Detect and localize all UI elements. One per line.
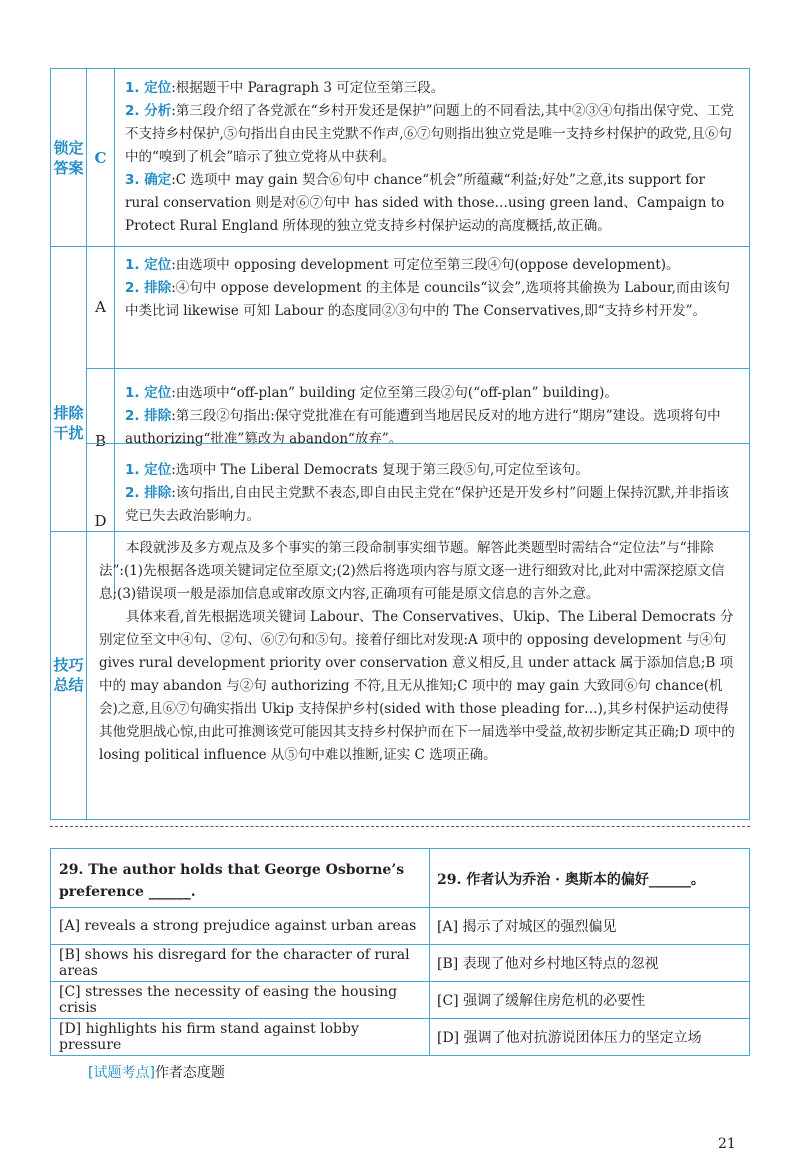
exclude-d-line-1: [125, 459, 739, 482]
step-text: :C 选项中 may gain 契合⑥句中 chance“机会”所蕴藏“利益;好处”之意,its support for rural conservation 则是对⑥⑦句中 has sided with those…using green land、Campaign to Protect Rural England 所体现的独立党支持乡村保护运动的高度概括,故正确。: [125, 172, 725, 234]
exclude-a-line-2: [125, 277, 739, 323]
step-label: 2. 排除: [125, 485, 172, 501]
step-text: :由选项中“off-plan” building 定位至第三段②句(“off-plan” building)。: [171, 385, 618, 401]
exam-point: [88, 1062, 225, 1082]
exclude-option-a: A: [87, 246, 115, 368]
locate-line-1: [125, 77, 739, 100]
option-cn-b: [B] 表现了他对乡村地区特点的忽视: [437, 955, 659, 972]
exclude-option-d: D: [87, 443, 115, 599]
step-text: :该句指出,自由民主党默不表态,即自由民主党在“保护还是开发乡村”问题上保持沉默,并非指该党已失去政治影响力。: [125, 485, 729, 524]
locate-line-2: [125, 100, 739, 169]
step-text: :第三段介绍了各党派在“乡村开发还是保护”问题上的不同看法,其中②③④句指出保守党、工党不支持乡村保护,⑤句指出自由民主党默不作声,⑥⑦句则指出独立党是唯一支持乡村保护的政党,且⑥句中的“嗅到了机会”暗示了独立党将从中获利。: [125, 103, 734, 165]
tips-paragraph-2: 具体来看,首先根据选项关键词 Labour、The Conservatives、Ukip、The Liberal Democrats 分别定位至文中④句、②句、⑥⑦句和⑤句。接着仔细比对发现:A 项中的 opposing development 与④句 gives rural development priority over conservation 意义相反,且 under attack 属于添加信息;B 项中的 may abandon 与②句 authorizing 不符,且无从推知;C 项中的 may gain 大致同⑥句 chance(机会)之意,且⑥⑦句确实指出 Ukip 支持保护乡村(sided with those pleading for…),其乡村保护运动使得其他党胆战心惊,由此可推测该党可能因其支持乡村保护而在下一届选举中受益,故初步断定其正确;D 项中的 losing political influence 从⑤句中难以推断,证实 C 选项正确。: [99, 609, 735, 763]
exclude-a-line-1: [125, 254, 739, 277]
section-label-tips: [51, 531, 87, 819]
option-cn-a: [A] 揭示了对城区的强烈偏见: [437, 918, 617, 935]
option-en-a: [A] reveals a strong prejudice against urban areas: [59, 917, 417, 934]
question-stem-en: 29. The author holds that George Osborne’s preference ______.: [59, 862, 405, 900]
locate-option: C: [87, 69, 115, 246]
step-label: 1. 定位: [125, 385, 172, 401]
exam-point-tag: [试题考点]: [88, 1065, 155, 1081]
option-en-c: [C] stresses the necessity of easing the housing crisis: [59, 983, 398, 1016]
exclude-d-line-2: [125, 482, 739, 528]
step-text: :第三段②句指出:保守党批准在有可能遭到当地居民反对的地方进行“期房”建设。选项将句中 authorizing“批准”篡改为 abandon“放弃”。: [125, 408, 721, 447]
tips-label-text: 技巧总结: [53, 656, 84, 694]
step-label: 1. 定位: [125, 80, 172, 96]
section-label-locate: [51, 69, 87, 246]
option-cn-c: [C] 强调了缓解住房危机的必要性: [437, 992, 646, 1009]
exclude-label-text: 排除干扰: [53, 403, 84, 442]
exclude-content-a: [115, 246, 749, 368]
locate-label-text: 锁定答案: [53, 138, 84, 177]
section-separator: [50, 826, 750, 827]
exclude-b-line-1: [125, 382, 739, 405]
option-cn-d: [D] 强调了他对抗游说团体压力的坚定立场: [437, 1029, 702, 1046]
option-en-d: [D] highlights his firm stand against lobby pressure: [59, 1020, 359, 1053]
locate-line-3: [125, 169, 739, 238]
tips-paragraph-1: 本段就涉及多方观点及多个事实的第三段命制事实细节题。解答此类题型时需结合“定位法”与“排除法”:(1)先根据各选项关键词定位至原文;(2)然后将选项内容与原文逐一进行细致对比,此对中需深挖原文信息;(3)错误项一般是添加信息或窜改原文内容,正确项有可能是原文信息的言外之意。: [99, 540, 725, 602]
tips-content: [87, 531, 749, 819]
step-text: :④句中 oppose development 的主体是 councils“议会”,选项将其偷换为 Labour,而由该句中类比词 likewise 可知 Labour 的态度同②③句中的 The Conservatives,即“支持乡村开发”。: [125, 280, 730, 319]
analysis-table: [50, 68, 750, 820]
step-label: 2. 分析: [125, 103, 172, 119]
step-text: :根据题干中 Paragraph 3 可定位至第三段。: [171, 80, 445, 96]
step-label: 1. 定位: [125, 257, 172, 273]
step-text: :选项中 The Liberal Democrats 复现于第三段⑤句,可定位至该句。: [171, 462, 589, 478]
question-table: [50, 848, 750, 1056]
step-text: :由选项中 opposing development 可定位至第三段④句(oppose development)。: [171, 257, 680, 273]
step-label: 3. 确定: [125, 172, 172, 188]
step-label: 2. 排除: [125, 280, 172, 296]
locate-content: [115, 69, 749, 246]
option-en-b: [B] shows his disregard for the character of rural areas: [59, 946, 410, 979]
exclude-option-b: B: [87, 368, 115, 513]
question-stem-cn: 29. 作者认为乔治 · 奥斯本的偏好______。: [437, 872, 705, 888]
exam-point-text: 作者态度题: [154, 1065, 225, 1081]
step-label: 1. 定位: [125, 462, 172, 478]
step-label: 2. 排除: [125, 408, 172, 424]
page-number: 21: [718, 1136, 736, 1152]
